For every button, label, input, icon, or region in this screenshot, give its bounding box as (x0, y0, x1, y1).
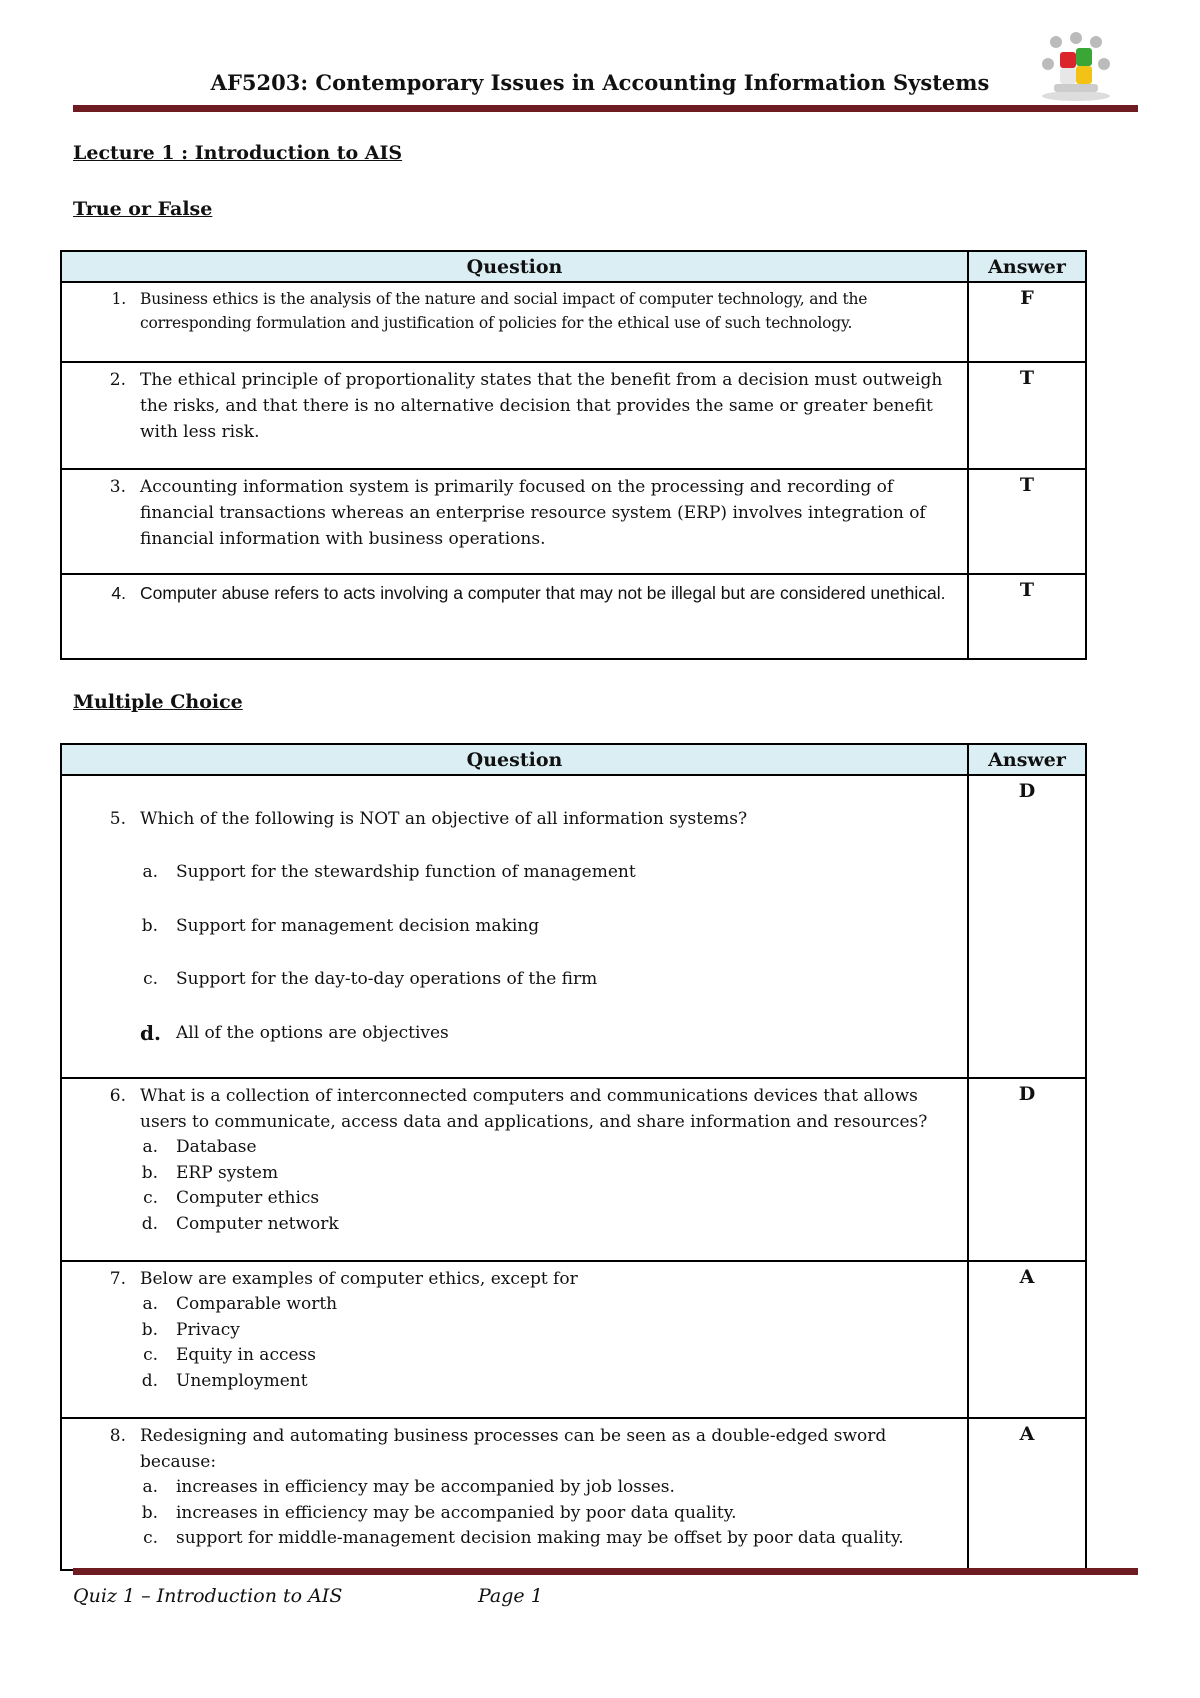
option-item (102, 1501, 953, 1527)
option-text: Computer network (176, 1213, 339, 1234)
answer-cell: F (968, 282, 1086, 362)
option-item (102, 1343, 953, 1369)
option-item (102, 1161, 953, 1187)
option-letter: b. (141, 1319, 158, 1340)
option-letter: c. (143, 1528, 158, 1548)
option-item (102, 1186, 953, 1212)
option-text: Equity in access (176, 1345, 316, 1365)
option-letter: b. (141, 1502, 158, 1523)
table-row (61, 574, 1086, 659)
table-row (61, 1261, 1086, 1418)
option-letter: d. (141, 1370, 158, 1391)
question-text: The ethical principle of proportionality states that the benefit from a decision must outweigh the risks, and that there is no alternative decision that provides the same or greater benefit with less risk. (140, 370, 943, 442)
option-letter: c. (143, 1345, 158, 1365)
option-text: Support for the stewardship function of management (176, 862, 636, 882)
table-row (61, 775, 1086, 1078)
footer-rule (73, 1568, 1138, 1575)
question-number: 4. (111, 583, 126, 603)
question-number: 2. (109, 370, 126, 390)
page-number: Page 1 (478, 1585, 543, 1607)
option-item (102, 1021, 953, 1049)
option-letter: d. (140, 1020, 161, 1045)
lecture-heading: Lecture 1 : Introduction to AIS (73, 142, 403, 164)
option-text: Privacy (176, 1319, 240, 1340)
option-item (102, 967, 953, 993)
option-item (102, 1526, 953, 1552)
answer-cell: T (968, 574, 1086, 659)
header-title: AF5203: Contemporary Issues in Accounting Information Systems (210, 70, 990, 95)
answer-cell: T (968, 469, 1086, 574)
question-column-header: Question (61, 744, 968, 775)
option-text: Support for management decision making (176, 915, 540, 936)
question-number: 7. (109, 1269, 126, 1289)
puzzle-people-logo (1034, 28, 1118, 104)
option-text: Support for the day-to-day operations of the firm (176, 969, 598, 989)
option-text: Comparable worth (176, 1294, 338, 1314)
question-text: Which of the following is NOT an objective of all information systems? (140, 809, 748, 829)
table-row (61, 362, 1086, 469)
option-letter: a. (142, 862, 158, 882)
option-letter: c. (143, 1188, 158, 1208)
answer-cell: A (968, 1261, 1086, 1418)
question-column-header: Question (61, 251, 968, 282)
question-number: 3. (109, 477, 126, 497)
question-text: Accounting information system is primarily focused on the processing and recording of financial transactions whereas an enterprise resource system (ERP) involves integration of financial information with business operations. (140, 477, 926, 549)
multiple-choice-table (60, 743, 1087, 1571)
option-text: ERP system (176, 1162, 279, 1183)
option-item (102, 1369, 953, 1395)
question-text: Redesigning and automating business processes can be seen as a double-edged sword because: (140, 1426, 887, 1472)
option-text: support for middle-management decision making may be offset by poor data quality. (176, 1528, 904, 1548)
option-letter: a. (142, 1294, 158, 1314)
option-text: Database (176, 1137, 257, 1157)
option-letter: d. (141, 1213, 158, 1234)
question-number: 1. (111, 290, 126, 308)
option-letter: a. (142, 1137, 158, 1157)
footer-title: Quiz 1 – Introduction to AIS (73, 1585, 343, 1607)
option-text: increases in efficiency may be accompanied by poor data quality. (176, 1502, 737, 1523)
multiple-choice-heading: Multiple Choice (73, 691, 243, 713)
option-text: increases in efficiency may be accompanied by job losses. (176, 1477, 675, 1497)
option-item (102, 1292, 953, 1318)
option-letter: a. (142, 1477, 158, 1497)
answer-column-header: Answer (968, 744, 1086, 775)
table-row (61, 1418, 1086, 1570)
answer-column-header: Answer (968, 251, 1086, 282)
table-row (61, 282, 1086, 362)
header-rule (73, 105, 1138, 112)
option-item (102, 1135, 953, 1161)
option-text: Unemployment (176, 1370, 308, 1391)
option-item (102, 1318, 953, 1344)
table-row (61, 469, 1086, 574)
option-item (102, 914, 953, 940)
option-item (102, 860, 953, 886)
question-text: Business ethics is the analysis of the nature and social impact of computer technology, and the corresponding formulation and justification of policies for the ethical use of such technology. (140, 290, 868, 332)
answer-cell: D (968, 775, 1086, 1078)
option-text: Computer ethics (176, 1188, 320, 1208)
option-item (102, 1212, 953, 1238)
true-false-table (60, 250, 1087, 660)
option-letter: c. (143, 969, 158, 989)
answer-cell: T (968, 362, 1086, 469)
table-row (61, 1078, 1086, 1261)
question-text: Computer abuse refers to acts involving a computer that may not be illegal but are considered unethical. (140, 583, 946, 603)
option-letter: b. (141, 915, 158, 936)
question-number: 5. (109, 809, 126, 829)
option-item (102, 1475, 953, 1501)
question-text: What is a collection of interconnected computers and communications devices that allows users to communicate, access data and applications, and share information and resources? (140, 1086, 928, 1132)
answer-cell: A (968, 1418, 1086, 1570)
question-text: Below are examples of computer ethics, except for (140, 1269, 578, 1289)
question-number: 6. (109, 1086, 126, 1106)
option-text: All of the options are objectives (176, 1022, 449, 1043)
option-letter: b. (141, 1162, 158, 1183)
answer-cell: D (968, 1078, 1086, 1261)
true-false-heading: True or False (73, 198, 213, 220)
question-number: 8. (109, 1426, 126, 1446)
